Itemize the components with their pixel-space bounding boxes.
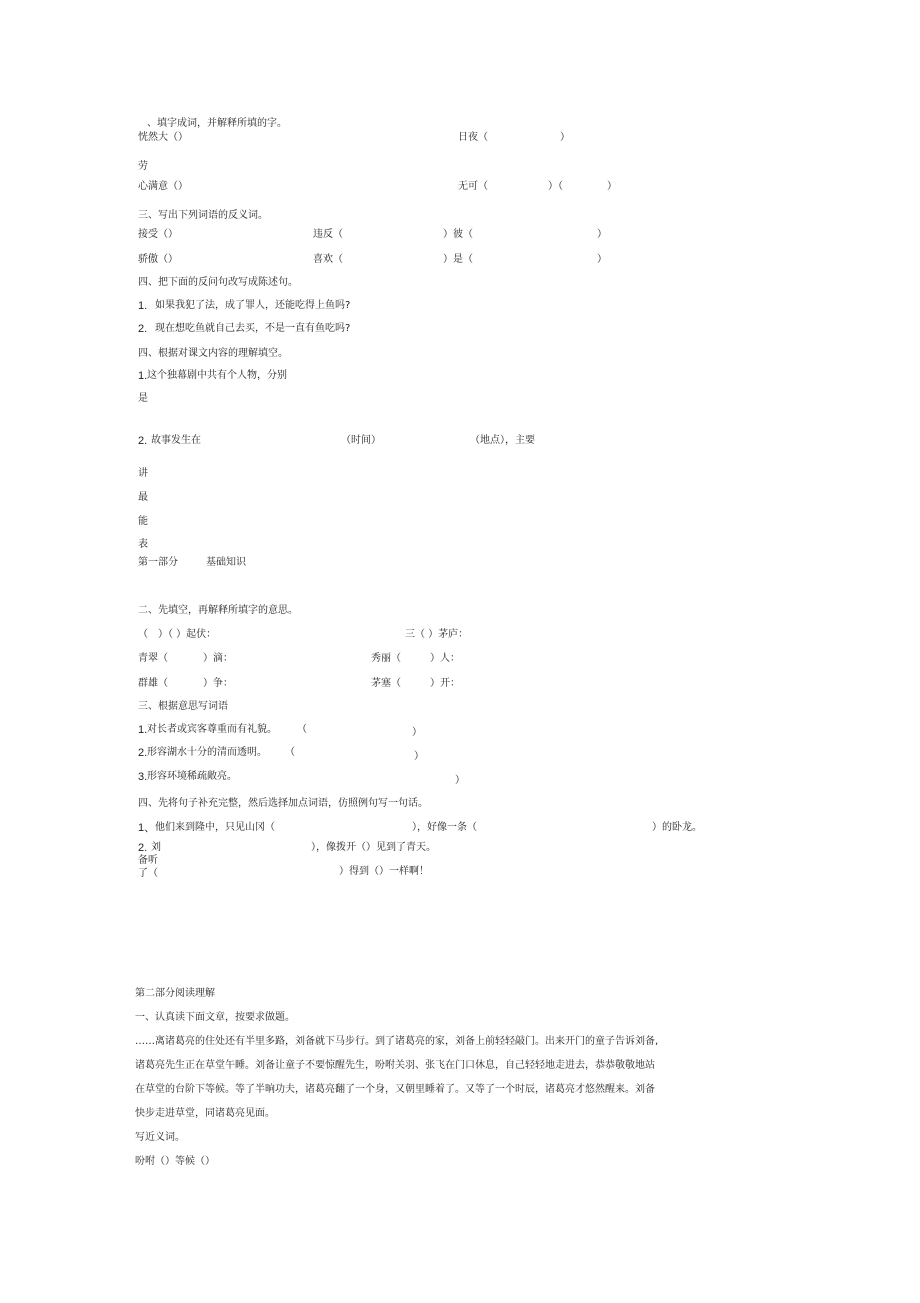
write-words-q2-close: ） (414, 751, 424, 762)
sentences-q1-part-c: ）的卧龙。 (652, 822, 702, 833)
sentences-q1-part-b: ），好像一条（ (412, 822, 477, 833)
write-words-q3-text: 形容环境稀疏敞亮。 (147, 771, 237, 782)
fill-item-lao: 劳 (138, 161, 148, 172)
antonym-jieshou: 接受（） (138, 229, 178, 240)
fill-item-wuke-close: ） (607, 181, 617, 192)
rhetorical-q1-text: 如果我犯了法，成了罪人，还能吃得上鱼吗? (155, 300, 351, 311)
sentences-q2-part-b: ），像拨开（）见到了青天。 (311, 842, 436, 853)
rhetorical-heading: 四、把下面的反问句改写成陈述句。 (138, 277, 298, 288)
passage-line-4: 快步走进草堂，同诸葛亮见面。 (135, 1108, 275, 1119)
fill-item-wuke-mid: ）（ (548, 181, 563, 192)
fill-item-riye-open: 日夜（ (458, 132, 488, 143)
antonym-jiaoao: 骄傲（） (138, 254, 178, 265)
text-fill-vchar-1: 讲 (138, 468, 148, 479)
write-words-q3-close: ） (455, 775, 465, 786)
write-words-q2-open: （ (285, 747, 295, 758)
text-fill-vchar-2: 最 (138, 492, 148, 503)
reading-part-title: 第二部分阅读理解 (135, 988, 215, 999)
fill-meaning-r3-left-close: ）争： (203, 678, 233, 689)
fill-meaning-r3-right-open: 茅塞（ (371, 678, 401, 689)
fill-meaning-r1-right: 三（ ）茅庐： (405, 629, 469, 640)
sentences-q2-part-c: 备听 (138, 855, 158, 866)
fill-meaning-r2-right-close: ）人： (430, 653, 460, 664)
sentences-q2-part-e: ）得到（）一样啊！ (339, 866, 429, 877)
write-words-q1-number: 1. (138, 724, 148, 736)
antonym-shi-close: ） (597, 254, 607, 265)
fill-meaning-r1-left: （ ）（ ）起伏： (138, 629, 217, 640)
fill-meaning-r3-right-close: ）开： (430, 678, 460, 689)
text-fill-q2-number: 2. (138, 435, 148, 447)
sentences-q1-part-a: 他们来到隆中，只见山冈（ (155, 822, 275, 833)
sentences-heading: 四、先将句子补充完整，然后选择加点词语，仿照例句写一句话。 (138, 798, 428, 809)
synonym-heading: 写近义词。 (135, 1132, 185, 1143)
basic-part-subtitle: 基础知识 (206, 557, 246, 568)
fill-meaning-r2-left-close: ）滴： (203, 653, 233, 664)
fill-item-xinman: 心满意（） (138, 181, 188, 192)
write-words-heading: 三、根据意思写词语 (138, 701, 228, 712)
antonym-weifan-open: 违反（ (313, 229, 343, 240)
write-words-q1-open: （ (297, 724, 307, 735)
fill-meaning-heading: 二、先填空，再解释所填字的意思。 (138, 605, 298, 616)
text-fill-q1-number: 1. (138, 370, 148, 382)
rhetorical-q2-number: 2. (138, 323, 148, 335)
antonym-shi-open: ）是（ (443, 254, 473, 265)
write-words-q1-close: ） (412, 727, 422, 738)
text-fill-q1-cont: 是 (138, 393, 148, 404)
reading-heading: 一、认真读下面文章，按要求做题。 (135, 1012, 295, 1023)
text-fill-heading: 四、根据对课文内容的理解填空。 (138, 348, 288, 359)
rhetorical-q2-text: 现在想吃鱼就自己去买，不是一直有鱼吃吗? (155, 323, 351, 334)
rhetorical-q1-number: 1. (138, 300, 148, 312)
fill-item-wuke-open: 无可（ (458, 181, 488, 192)
antonym-bi-close: ） (597, 229, 607, 240)
write-words-q1-text: 对长者或宾客尊重而有礼貌。 (147, 724, 277, 735)
text-fill-q2-time: （时间） (341, 435, 381, 446)
fill-meaning-r2-right-open: 秀丽（ (371, 653, 401, 664)
fill-item-huangran: 恍然大（） (138, 132, 188, 143)
write-words-q3-number: 3. (138, 771, 148, 783)
text-fill-vchar-4: 表 (138, 539, 148, 550)
passage-line-3: 在草堂的台阶下等候。等了半晌功夫，诸葛亮翻了一个身，又朝里睡着了。又等了一个时辰，诸葛亮才悠然醒来。刘备 (135, 1084, 655, 1095)
write-words-q2-number: 2. (138, 747, 148, 759)
sentences-q1-number: 1、 (138, 822, 156, 834)
fill-words-heading: 、填字成词，并解释所填的字。 (147, 118, 287, 129)
synonym-items: 吩咐（）等候（） (135, 1156, 215, 1167)
antonym-xihuan-open: 喜欢（ (313, 254, 343, 265)
fill-meaning-r3-left-open: 群雄（ (138, 678, 168, 689)
basic-part-title: 第一部分 (138, 557, 178, 568)
passage-line-1: ……离诸葛亮的住处还有半里多路，刘备就下马步行。到了诸葛亮的家，刘备上前轻轻敲门。出来开门的童子告诉刘备, (135, 1036, 659, 1047)
text-fill-q2-text: 故事发生在 (151, 435, 201, 446)
write-words-q2-text: 形容湖水十分的清而透明。 (147, 747, 267, 758)
text-fill-q2-place: （地点），主要 (470, 435, 535, 446)
antonyms-heading: 三、写出下列词语的反义词。 (138, 210, 268, 221)
sentences-q2-number: 2. (138, 842, 148, 854)
text-fill-q1-text: 这个独幕剧中共有个人物，分别 (147, 370, 287, 381)
sentences-q2-part-a: 刘 (151, 842, 161, 853)
sentences-q2-part-d: 了（ (138, 868, 158, 879)
antonym-bi-open: ）彼（ (443, 229, 473, 240)
text-fill-vchar-3: 能 (138, 516, 148, 527)
fill-meaning-r2-left-open: 青翠（ (138, 653, 168, 664)
passage-line-2: 诸葛亮先生正在草堂午睡。刘备让童子不要惊醒先生，吩咐关羽、张飞在门口休息，自己轻轻地走进去，恭恭敬敬地站 (135, 1060, 655, 1071)
fill-item-riye-close: ） (560, 132, 570, 143)
